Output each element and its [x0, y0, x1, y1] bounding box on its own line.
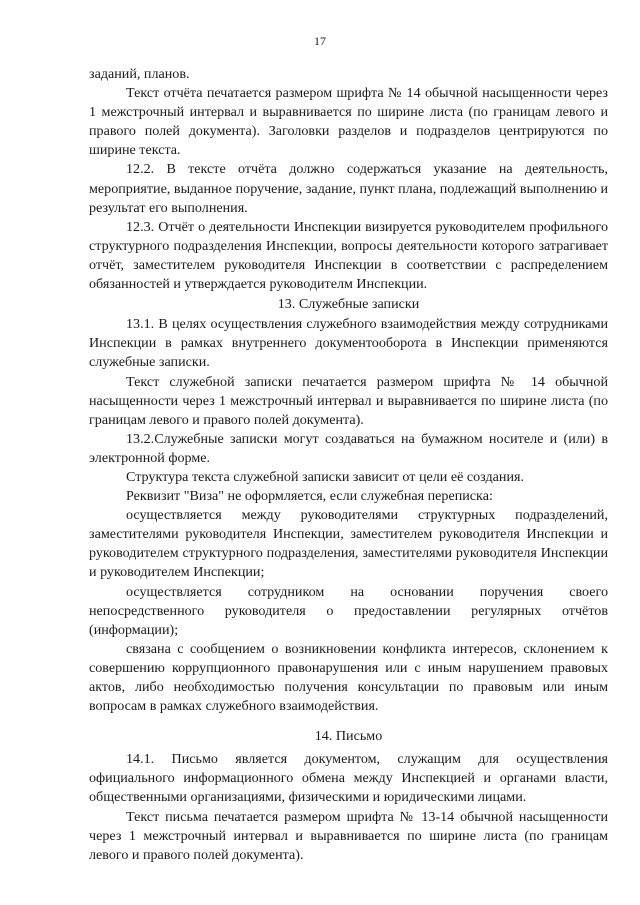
page-number: 17 — [314, 34, 326, 48]
paragraph-13-1: 13.1. В целях осуществления служебного взаимодействия между сотрудниками Инспекции в рамках внутреннего документооборота в Инспекции применяются служебные записки. — [89, 316, 608, 371]
list-item-by-order: осуществляется сотрудником на основании поручения своего непосредственного руководителя о предоставлении регулярных отчётов (информации); — [89, 583, 608, 638]
paragraph-12-3: 12.3. Отчёт о деятельности Инспекции визируется руководителем профильного структурного подразделения Инспекции, вопросы деятельности которого затрагивает отчёт, заместителем руководителя Инспекции в соответствии с распределением обязанностей и утверждается руководителм Инспекции. — [89, 218, 608, 293]
paragraph-14-1: 14.1. Письмо является документом, служащим для осуществления официального информационного обмена между Инспекцией и органами власти, общественными организациями, физическими и юридическими лицами. — [89, 751, 608, 806]
paragraph-continuation: заданий, планов. — [89, 66, 190, 82]
paragraph-report-format: Текст отчёта печатается размером шрифта № 14 обычной насыщенности через 1 межстрочный интервал и выравнивается по ширине листа (по границам левого и правого полей документа). Заголовки разделов и подразделов центрируются по ширине текста. — [89, 85, 608, 159]
document-body — [89, 65, 608, 865]
list-item-between-heads: осуществляется между руководителями структурных подразделений, заместителями руководителя Инспекции, заместителем руководителя Инспекции и руководителем структурного подразделения, заместителями руководителя Инспекции и руководителем Инспекции; — [89, 507, 608, 581]
paragraph-memo-format: Текст служебной записки печатается размером шрифта № 14 обычной насыщенности через 1 межстрочный интервал и выравнивается по ширине листа (по границам левого и правого полей документа). — [89, 373, 608, 428]
paragraph-visa-rule: Реквизит "Виза" не оформляется, если служебная переписка: — [126, 488, 493, 505]
paragraph-memo-structure: Структура текста служебной записки зависит от цели её создания. — [126, 468, 525, 485]
section-13-title: 13. Служебные записки — [277, 296, 420, 313]
list-item-conflict: связана с сообщением о возникновении конфликта интересов, склонением к совершению коррупционного правонарушения или с иным нарушением правовых актов, либо необходимостью получения консультации по правовым или иным вопросам в рамках служебного взаимодействия. — [89, 640, 608, 715]
section-14-title: 14. Письмо — [314, 728, 383, 745]
paragraph-letter-format: Текст письма печатается размером шрифта № 13-14 обычной насыщенности через 1 межстрочный интервал и выравнивается по ширине листа (по границам левого и правого полей документа). — [89, 808, 608, 863]
paragraph-13-2: 13.2.Служебные записки могут создаваться на бумажном носителе и (или) в электронной форме. — [89, 430, 608, 466]
paragraph-12-2: 12.2. В тексте отчёта должно содержаться указание на деятельность, мероприятие, выданное поручение, задание, пункт плана, подлежащий выполнению и результат его выполнения. — [89, 161, 608, 216]
